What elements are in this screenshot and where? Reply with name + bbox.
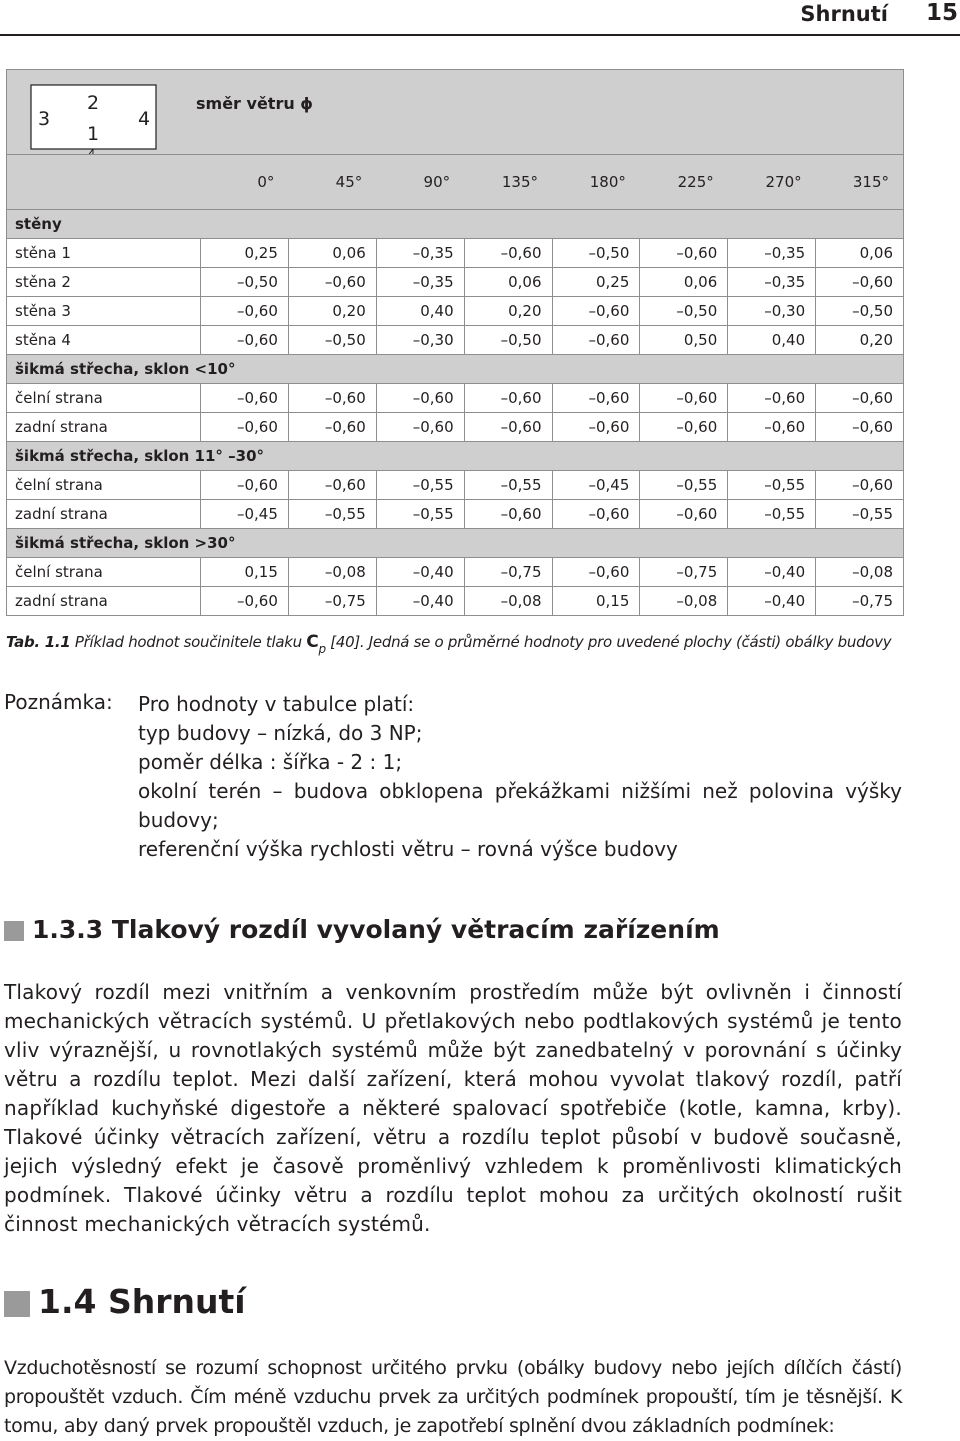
heading-square-icon [4,1291,30,1317]
table-cell: 0,20 [816,326,904,355]
table-cell: 0,20 [464,297,552,326]
table-cell: –0,08 [464,587,552,616]
table-cell: –0,50 [288,326,376,355]
angle-header: 135° [464,155,552,210]
heading-square-icon [4,921,24,941]
table-cell: –0,60 [552,384,640,413]
table-cell: 0,40 [728,326,816,355]
table-cell: –0,35 [376,239,464,268]
table-cell: –0,60 [201,384,289,413]
building-diagram [7,70,201,154]
table-row [7,587,904,616]
table-cell: –0,60 [728,384,816,413]
diagram-label-4: 4 [138,108,151,130]
table-row [7,297,904,326]
section-heading-1-4 [4,1282,246,1321]
table-row [7,384,904,413]
table-row [7,558,904,587]
group-title: šikmá střecha, sklon >30° [7,529,904,558]
group-row [7,210,904,239]
table-cell: –0,50 [464,326,552,355]
table-cell: –0,60 [552,297,640,326]
table-cell: –0,50 [201,268,289,297]
table-cell: –0,08 [288,558,376,587]
table-row [7,268,904,297]
table-cell: –0,60 [816,413,904,442]
table-cell: –0,60 [640,384,728,413]
table-cell: –0,50 [552,239,640,268]
table-cell: –0,60 [464,384,552,413]
table-cell: 0,06 [288,239,376,268]
diagram-label-1: 1 [86,123,100,145]
angle-header: 45° [288,155,376,210]
angle-header: 270° [728,155,816,210]
building-plan-diagram [7,70,201,155]
caption-text-after: [40]. Jedná se o průměrné hodnoty pro uvedené plochy (části) obálky budovy [325,633,892,651]
table-cell: –0,60 [288,413,376,442]
caption-text-before: Příklad hodnot součinitele tlaku [70,633,307,651]
table-cell: –0,40 [728,558,816,587]
wind-direction-line [63,149,93,155]
table-cell: –0,55 [728,500,816,529]
table-cell: 0,50 [640,326,728,355]
caption-tab-label: Tab. 1.1 [6,633,71,651]
table-cell: 0,40 [376,297,464,326]
table-cell: –0,60 [552,500,640,529]
table-cell: 0,20 [288,297,376,326]
table-cell: –0,40 [376,587,464,616]
running-head [0,0,960,36]
table-cell: 0,06 [464,268,552,297]
table-caption [6,632,892,656]
row-label: čelní strana [7,384,201,413]
group-row [7,442,904,471]
row-label: stěna 4 [7,326,201,355]
row-label: stěna 3 [7,297,201,326]
row-label: čelní strana [7,558,201,587]
group-row [7,529,904,558]
table-cell: –0,55 [376,471,464,500]
table-cell: –0,60 [552,326,640,355]
table-cell: –0,60 [201,326,289,355]
table-cell: –0,60 [816,268,904,297]
angle-header: 315° [816,155,904,210]
table-row [7,239,904,268]
angles-row-empty [7,155,201,210]
diagram-label-3: 3 [38,108,51,130]
table-cell: –0,60 [288,268,376,297]
table-cell: –0,60 [816,384,904,413]
table-cell: –0,60 [640,500,728,529]
row-label: zadní strana [7,587,201,616]
table-cell: 0,15 [201,558,289,587]
table-cell: –0,60 [464,500,552,529]
note-line: Pro hodnoty v tabulce platí: [138,692,415,716]
table-cell: –0,55 [816,500,904,529]
table-cell: 0,06 [816,239,904,268]
table-cell: –0,60 [464,413,552,442]
section-heading-1-3-3 [4,915,720,944]
group-title: stěny [7,210,904,239]
row-label: stěna 1 [7,239,201,268]
section-1-3-3-paragraph: Tlakový rozdíl mezi vnitřním a venkovním prostředím může být ovlivněn i činností mechanických větracích systémů. U přetlakových nebo podtlakových systémů je tento vliv výraznější, u rovnotlakých systémů může být zanedbatelný v porovnání s účinky větru a rozdílu teplot. Mezi další zařízení, která mohou vyvolat tlakový rozdíl, patří například kuchyňské digestoře a některé spalovací spotřebiče (kotle, kamna, krby). Tlakové účinky větracích zařízení, větru a rozdílu teplot působí v budově současně, jejich výsledný efekt je časově proměnlivý vzhledem k proměnlivosti klimatických podmínek. Tlakové účinky větru a rozdílu teplot mohou za určitých okolností rušit činnost mechanických větracích systémů. [4,980,902,1236]
table-cell: 0,06 [640,268,728,297]
table-cell: –0,60 [376,413,464,442]
table-cell: –0,50 [816,297,904,326]
table-cell: –0,08 [816,558,904,587]
table-cell: –0,60 [728,413,816,442]
table-cell: –0,60 [288,384,376,413]
table-cell: –0,55 [728,471,816,500]
table-cell: –0,60 [640,239,728,268]
table-row [7,471,904,500]
pressure-coefficient-table [6,69,904,616]
table-cell: –0,35 [376,268,464,297]
table-cell: –0,60 [464,239,552,268]
table-cell: 0,25 [552,268,640,297]
table-row [7,326,904,355]
table-cell: –0,35 [728,268,816,297]
angle-header: 90° [376,155,464,210]
running-head-title: Shrnutí [800,2,888,26]
page-number: 15 [925,0,958,26]
table-cell: 0,15 [552,587,640,616]
table-cell: –0,60 [201,471,289,500]
table-cell: –0,60 [288,471,376,500]
angle-header: 180° [552,155,640,210]
table-cell: –0,08 [640,587,728,616]
table-cell: –0,55 [640,471,728,500]
row-label: zadní strana [7,413,201,442]
table-cell: –0,40 [376,558,464,587]
table-cell: –0,60 [201,297,289,326]
table-cell: –0,75 [640,558,728,587]
group-title: šikmá střecha, sklon <10° [7,355,904,384]
note-line: poměr délka : šířka - 2 : 1; [138,750,403,774]
table-cell: –0,60 [552,413,640,442]
table-cell: 0,25 [201,239,289,268]
note-label: Poznámka: [4,690,113,714]
wind-direction-title: směr větru ϕ [196,94,314,113]
row-label: čelní strana [7,471,201,500]
table-cell: –0,45 [552,471,640,500]
building-diagram-cell [7,70,201,155]
table-cell: –0,55 [464,471,552,500]
table-cell: –0,45 [201,500,289,529]
table-row [7,500,904,529]
table-cell: –0,60 [201,413,289,442]
table-cell: –0,55 [376,500,464,529]
table-cell: –0,35 [728,239,816,268]
table-row [7,413,904,442]
table-cell: –0,60 [552,558,640,587]
section-1-4-paragraph: Vzduchotěsností se rozumí schopnost určitého prvku (obálky budovy nebo jejích dílčích částí) propouštět vzduch. Čím méně vzduchu prvek za určitých podmínek propouští, tím je těsnější. K tomu, aby daný prvek propouštěl vzduch, je zapotřebí splnění dvou základních podmínek: [4,1357,902,1437]
table-cell: –0,60 [816,471,904,500]
caption-cp-subscript: p [318,642,326,656]
note-line: typ budovy – nízká, do 3 NP; [138,721,423,745]
table-cell: –0,60 [640,413,728,442]
caption-cp-symbol: C [306,632,319,652]
section-heading-text: 1.4 Shrnutí [38,1282,246,1321]
table-cell: –0,30 [728,297,816,326]
note-line: referenční výška rychlosti větru – rovná výšce budovy [138,837,678,861]
table-cell: –0,40 [728,587,816,616]
table-cell: –0,75 [816,587,904,616]
table-cell: –0,55 [288,500,376,529]
table-cell: –0,60 [201,587,289,616]
row-label: zadní strana [7,500,201,529]
row-label: stěna 2 [7,268,201,297]
table-cell: –0,60 [376,384,464,413]
angle-header: 225° [640,155,728,210]
angle-header: 0° [201,155,289,210]
table-cell: –0,75 [288,587,376,616]
note-line: okolní terén – budova obklopena překážkami nižšími než polovina výšky budovy; [138,779,902,832]
table-cell: –0,75 [464,558,552,587]
note-lines [138,690,902,864]
table-cell: –0,30 [376,326,464,355]
section-heading-text: 1.3.3 Tlakový rozdíl vyvolaný větracím zařízením [32,915,720,944]
group-row [7,355,904,384]
diagram-label-2: 2 [86,92,100,114]
group-title: šikmá střecha, sklon 11° –30° [7,442,904,471]
table-cell: –0,50 [640,297,728,326]
